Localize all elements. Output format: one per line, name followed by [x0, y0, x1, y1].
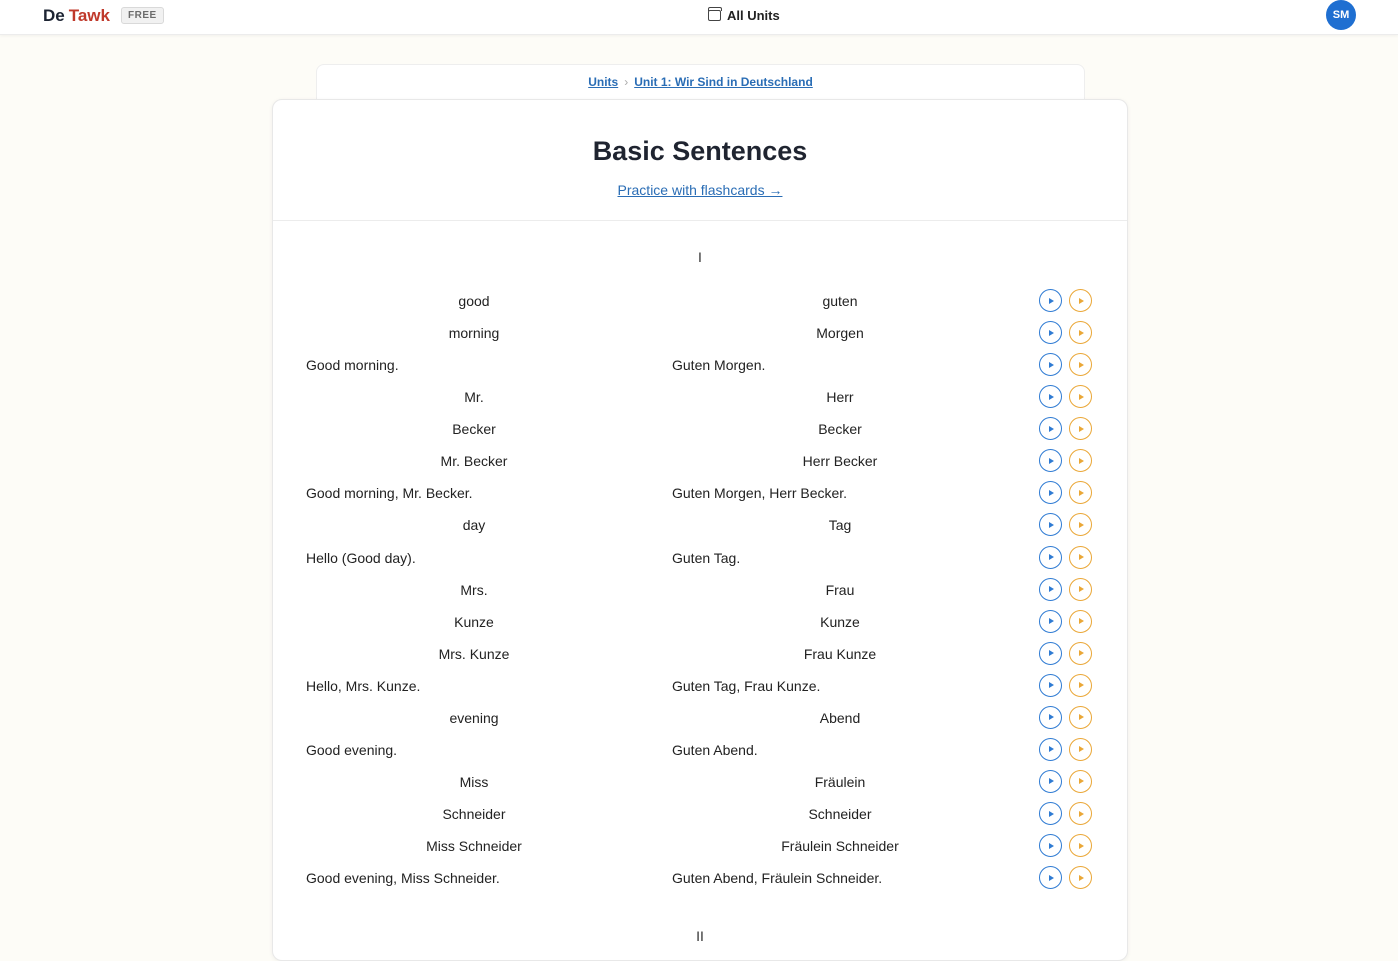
- play-button[interactable]: [1039, 706, 1062, 729]
- english-text: evening: [449, 709, 499, 726]
- play-icon: [1049, 811, 1054, 817]
- sentence-row: [273, 736, 1127, 764]
- german-text: Guten Tag, Frau Kunze.: [672, 677, 821, 694]
- flashcards-link-wrap: [273, 182, 1127, 198]
- play-slow-button[interactable]: [1069, 513, 1092, 536]
- sentence-row: [273, 608, 1127, 636]
- english-text: Miss Schneider: [426, 838, 522, 854]
- english-text: Mrs. Kunze: [438, 645, 510, 662]
- play-button[interactable]: [1039, 770, 1062, 793]
- english-text: good: [458, 293, 490, 309]
- german-text: guten: [822, 293, 858, 309]
- play-slow-icon: [1079, 811, 1084, 817]
- play-slow-icon: [1079, 394, 1084, 400]
- play-slow-icon: [1079, 298, 1084, 304]
- play-slow-button[interactable]: [1069, 610, 1092, 633]
- sentence-row: [273, 511, 1127, 539]
- play-button[interactable]: [1039, 578, 1062, 601]
- sentence-row: [273, 640, 1127, 668]
- play-slow-icon: [1079, 330, 1084, 336]
- german-text: Guten Abend, Fräulein Schneider.: [672, 870, 883, 887]
- sentence-row: [273, 383, 1127, 411]
- all-units-label: All Units: [727, 8, 780, 23]
- sentence-row: [273, 832, 1127, 860]
- play-slow-button[interactable]: [1069, 385, 1092, 408]
- free-badge: FREE: [121, 7, 164, 24]
- sentence-row: [273, 864, 1127, 892]
- play-slow-icon: [1079, 843, 1084, 849]
- english-text: Good morning.: [306, 357, 399, 374]
- english-text: Becker: [452, 421, 496, 438]
- play-icon: [1049, 394, 1054, 400]
- play-slow-button[interactable]: [1069, 353, 1092, 376]
- english-text: morning: [448, 325, 500, 342]
- german-text: Guten Abend.: [672, 741, 758, 758]
- play-icon: [1049, 682, 1054, 688]
- play-slow-button[interactable]: [1069, 481, 1092, 504]
- play-button[interactable]: [1039, 834, 1062, 857]
- english-text: Mr. Becker: [440, 453, 508, 470]
- english-text: Good evening, Miss Schneider.: [306, 870, 500, 887]
- play-slow-icon: [1079, 618, 1084, 624]
- play-slow-icon: [1079, 650, 1084, 656]
- play-slow-button[interactable]: [1069, 642, 1092, 665]
- play-icon: [1049, 650, 1054, 656]
- play-slow-button[interactable]: [1069, 802, 1092, 825]
- play-button[interactable]: [1039, 610, 1062, 633]
- play-slow-button[interactable]: [1069, 289, 1092, 312]
- user-avatar[interactable]: SM: [1326, 0, 1356, 30]
- brand-de: De: [43, 6, 65, 25]
- play-slow-icon: [1079, 714, 1084, 720]
- breadcrumb: [317, 75, 1084, 89]
- english-text: Mrs.: [460, 581, 488, 598]
- german-text: Abend: [819, 709, 861, 726]
- play-button[interactable]: [1039, 289, 1062, 312]
- play-slow-button[interactable]: [1069, 738, 1092, 761]
- box-icon: [708, 10, 721, 21]
- play-icon: [1049, 490, 1054, 496]
- german-text: Kunze: [820, 613, 860, 630]
- breadcrumb-units-link[interactable]: Units: [588, 75, 619, 89]
- play-slow-button[interactable]: [1069, 449, 1092, 472]
- german-text: Fräulein: [814, 773, 866, 790]
- section-heading-2: II: [696, 928, 704, 944]
- play-icon: [1049, 746, 1054, 752]
- play-slow-button[interactable]: [1069, 321, 1092, 344]
- sentence-row: [273, 479, 1127, 507]
- play-button[interactable]: [1039, 385, 1062, 408]
- sentence-row: [273, 800, 1127, 828]
- play-icon: [1049, 330, 1054, 336]
- play-slow-icon: [1079, 682, 1084, 688]
- play-slow-button[interactable]: [1069, 674, 1092, 697]
- page-title: Basic Sentences: [592, 136, 808, 166]
- play-icon: [1049, 586, 1054, 592]
- play-slow-icon: [1079, 586, 1084, 592]
- breadcrumb-separator: ›: [624, 75, 629, 89]
- section-heading-1: I: [698, 249, 702, 265]
- sentence-row: [273, 319, 1127, 347]
- english-text: Miss: [459, 773, 489, 790]
- play-icon: [1049, 554, 1054, 560]
- play-button[interactable]: [1039, 513, 1062, 536]
- play-slow-icon: [1079, 426, 1084, 432]
- play-icon: [1049, 458, 1054, 464]
- play-icon: [1049, 522, 1054, 528]
- play-icon: [1049, 298, 1054, 304]
- brand-logo[interactable]: [43, 6, 110, 26]
- play-slow-button[interactable]: [1069, 706, 1092, 729]
- play-button[interactable]: [1039, 481, 1062, 504]
- play-button[interactable]: [1039, 546, 1062, 569]
- sentence-row: [273, 576, 1127, 604]
- sentence-row: [273, 672, 1127, 700]
- play-icon: [1049, 714, 1054, 720]
- german-text: Herr Becker: [802, 453, 878, 470]
- play-slow-icon: [1079, 522, 1084, 528]
- play-slow-button[interactable]: [1069, 578, 1092, 601]
- english-text: Good morning, Mr. Becker.: [306, 485, 473, 502]
- german-text: Guten Morgen, Herr Becker.: [672, 485, 848, 502]
- english-text: Schneider: [442, 806, 506, 822]
- english-text: Mr.: [464, 389, 484, 406]
- german-text: Fräulein Schneider: [781, 838, 899, 854]
- play-icon: [1049, 618, 1054, 624]
- brand-tawk: Tawk: [68, 6, 110, 25]
- play-slow-button[interactable]: [1069, 834, 1092, 857]
- divider: [273, 220, 1127, 221]
- play-icon: [1049, 843, 1054, 849]
- play-button[interactable]: [1039, 353, 1062, 376]
- play-icon: [1049, 875, 1054, 881]
- play-button[interactable]: [1039, 321, 1062, 344]
- play-slow-icon: [1079, 362, 1084, 368]
- german-text: Guten Morgen.: [672, 357, 766, 374]
- german-text: Frau: [825, 581, 855, 598]
- play-slow-button[interactable]: [1069, 417, 1092, 440]
- german-text: Herr: [826, 389, 854, 406]
- english-text: day: [462, 517, 486, 534]
- play-slow-icon: [1079, 458, 1084, 464]
- sentence-row: [273, 704, 1127, 732]
- play-slow-icon: [1079, 778, 1084, 784]
- english-text: Kunze: [454, 613, 494, 630]
- breadcrumb-unit-link[interactable]: Unit 1: Wir Sind in Deutschland: [634, 75, 813, 89]
- play-slow-icon: [1079, 875, 1084, 881]
- english-text: Good evening.: [306, 741, 398, 758]
- german-text: Schneider: [808, 806, 872, 822]
- sentence-row: [273, 544, 1127, 572]
- english-text: Hello (Good day).: [306, 549, 416, 566]
- german-text: Morgen: [816, 325, 864, 342]
- play-icon: [1049, 778, 1054, 784]
- play-icon: [1049, 362, 1054, 368]
- play-button[interactable]: [1039, 642, 1062, 665]
- play-slow-icon: [1079, 490, 1084, 496]
- sentence-row: [273, 415, 1127, 443]
- sentence-row: [273, 768, 1127, 796]
- german-text: Tag: [828, 517, 852, 534]
- play-slow-button[interactable]: [1069, 546, 1092, 569]
- sentence-row: [273, 447, 1127, 475]
- top-nav-bar: [0, 0, 1398, 35]
- flashcards-link[interactable]: Practice with flashcards →: [617, 182, 783, 198]
- english-text: Hello, Mrs. Kunze.: [306, 677, 421, 694]
- play-slow-icon: [1079, 746, 1084, 752]
- german-text: Guten Tag.: [672, 549, 741, 566]
- play-icon: [1049, 426, 1054, 432]
- play-button[interactable]: [1039, 738, 1062, 761]
- sentence-row: [273, 287, 1127, 315]
- play-slow-button[interactable]: [1069, 866, 1092, 889]
- sentences-card: [272, 99, 1128, 961]
- all-units-link[interactable]: [708, 8, 780, 23]
- play-slow-icon: [1079, 554, 1084, 560]
- play-button[interactable]: [1039, 802, 1062, 825]
- german-text: Becker: [818, 421, 862, 438]
- sentence-row: [273, 351, 1127, 379]
- german-text: Frau Kunze: [803, 645, 877, 662]
- play-button[interactable]: [1039, 417, 1062, 440]
- play-button[interactable]: [1039, 674, 1062, 697]
- play-slow-button[interactable]: [1069, 770, 1092, 793]
- play-button[interactable]: [1039, 866, 1062, 889]
- play-button[interactable]: [1039, 449, 1062, 472]
